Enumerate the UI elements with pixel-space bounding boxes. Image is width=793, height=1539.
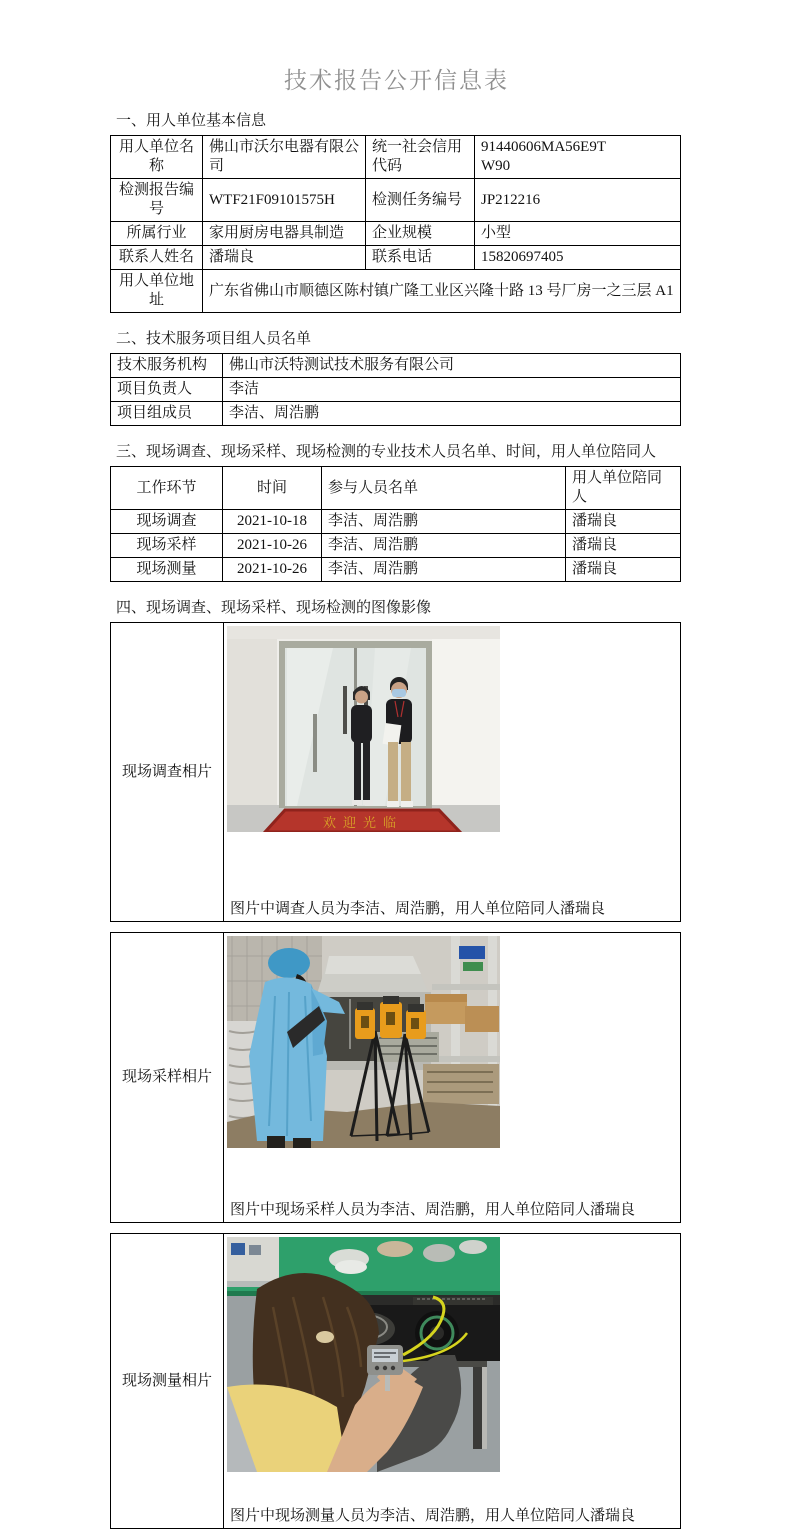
site-survey-photo — [227, 626, 500, 832]
field-value: 李洁、周浩鹏 — [223, 402, 681, 426]
basic-info-table — [110, 135, 681, 313]
cell-participants: 李洁、周浩鹏 — [322, 558, 566, 582]
cell-date: 2021-10-18 — [223, 510, 322, 534]
field-value: WTF21F09101575H — [203, 179, 366, 222]
site-sampling-photo — [227, 936, 500, 1148]
site-sampling-photo-illustration — [227, 936, 500, 1148]
site-measurement-photo — [227, 1237, 500, 1472]
table-row — [111, 933, 681, 1223]
cell-work-step: 现场采样 — [111, 534, 223, 558]
photo-label: 现场采样相片 — [111, 933, 224, 1223]
field-value: JP212216 — [475, 179, 681, 222]
field-label: 统一社会信用代码 — [366, 136, 475, 179]
cell-accompany: 潘瑞良 — [566, 534, 681, 558]
table-row — [111, 378, 681, 402]
cell-participants: 李洁、周浩鹏 — [322, 510, 566, 534]
field-label: 项目负责人 — [111, 378, 223, 402]
table-row — [111, 623, 681, 922]
document-content — [110, 112, 680, 1529]
table-row — [111, 179, 681, 222]
field-label: 企业规模 — [366, 222, 475, 246]
page-title: 技术报告公开信息表 — [284, 68, 509, 93]
field-label: 所属行业 — [111, 222, 203, 246]
blue-bin — [459, 946, 485, 959]
survey-photo-table — [110, 622, 681, 922]
field-label: 检测任务编号 — [366, 179, 475, 222]
table-row — [111, 402, 681, 426]
left-shelf — [227, 1237, 279, 1287]
photo-label: 现场调查相片 — [111, 623, 224, 922]
table-row — [111, 534, 681, 558]
section-heading-schedule: 三、现场调查、现场采样、现场检测的专业技术人员名单、时间，用人单位陪同人 — [116, 444, 657, 460]
photo-cell — [224, 933, 681, 1223]
carpet-welcome-text: 欢迎光临 — [322, 815, 404, 830]
column-header: 用人单位陪同人 — [566, 467, 681, 510]
table-row — [111, 270, 681, 313]
field-label: 联系电话 — [366, 246, 475, 270]
hair-tie — [316, 1331, 334, 1343]
field-value: 佛山市沃特测试技术服务有限公司 — [223, 354, 681, 378]
photo-label: 现场测量相片 — [111, 1234, 224, 1529]
cell-participants: 李洁、周浩鹏 — [322, 534, 566, 558]
field-value: 李洁 — [223, 378, 681, 402]
table-row — [111, 1234, 681, 1529]
field-value: 15820697405 — [475, 246, 681, 270]
table-row — [111, 136, 681, 179]
column-header: 参与人员名单 — [322, 467, 566, 510]
site-measurement-photo-illustration — [227, 1237, 500, 1472]
field-label: 检测报告编号 — [111, 179, 203, 222]
welcome-carpet — [265, 810, 460, 832]
table-row — [111, 222, 681, 246]
table-header-row — [111, 467, 681, 510]
photo-caption: 图片中现场采样人员为李洁、周浩鹏，用人单位陪同人潘瑞良 — [230, 1202, 636, 1218]
field-label: 联系人姓名 — [111, 246, 203, 270]
field-label: 用人单位地址 — [111, 270, 203, 313]
photo-cell — [224, 623, 681, 922]
photo-caption: 图片中现场测量人员为李洁、周浩鹏，用人单位陪同人潘瑞良 — [230, 1508, 636, 1524]
cell-work-step: 现场调查 — [111, 510, 223, 534]
sampling-photo-table — [110, 932, 681, 1223]
cell-accompany: 潘瑞良 — [566, 558, 681, 582]
field-value: 佛山市沃尔电器有限公司 — [203, 136, 366, 179]
cell-work-step: 现场测量 — [111, 558, 223, 582]
section-heading-service-team: 二、技术服务项目组人员名单 — [116, 331, 312, 347]
table-row — [111, 246, 681, 270]
table-row — [111, 510, 681, 534]
field-label: 技术服务机构 — [111, 354, 223, 378]
cell-accompany: 潘瑞良 — [566, 510, 681, 534]
photo-cell — [224, 1234, 681, 1529]
face-mask — [392, 689, 406, 697]
field-label: 用人单位名称 — [111, 136, 203, 179]
field-label: 项目组成员 — [111, 402, 223, 426]
field-value: 广东省佛山市顺德区陈村镇广隆工业区兴隆十路 13 号厂房一之三层 A1 — [203, 270, 681, 313]
field-value: 91440606MA56E9TW90 — [475, 136, 681, 179]
measurement-photo-table — [110, 1233, 681, 1529]
service-team-table — [110, 353, 681, 426]
column-header: 时间 — [223, 467, 322, 510]
photo-caption: 图片中调查人员为李洁、周浩鹏，用人单位陪同人潘瑞良 — [230, 901, 606, 917]
cell-date: 2021-10-26 — [223, 534, 322, 558]
field-value: 小型 — [475, 222, 681, 246]
section-heading-photos: 四、现场调查、现场采样、现场检测的图像影像 — [116, 600, 432, 616]
site-survey-photo-illustration — [227, 626, 500, 832]
probe — [385, 1375, 390, 1391]
table-row — [111, 354, 681, 378]
cell-date: 2021-10-26 — [223, 558, 322, 582]
column-header: 工作环节 — [111, 467, 223, 510]
table-row — [111, 558, 681, 582]
section-heading-basic-info: 一、用人单位基本信息 — [116, 113, 267, 129]
schedule-table — [110, 466, 681, 582]
field-value: 潘瑞良 — [203, 246, 366, 270]
field-value: 家用厨房电器具制造 — [203, 222, 366, 246]
